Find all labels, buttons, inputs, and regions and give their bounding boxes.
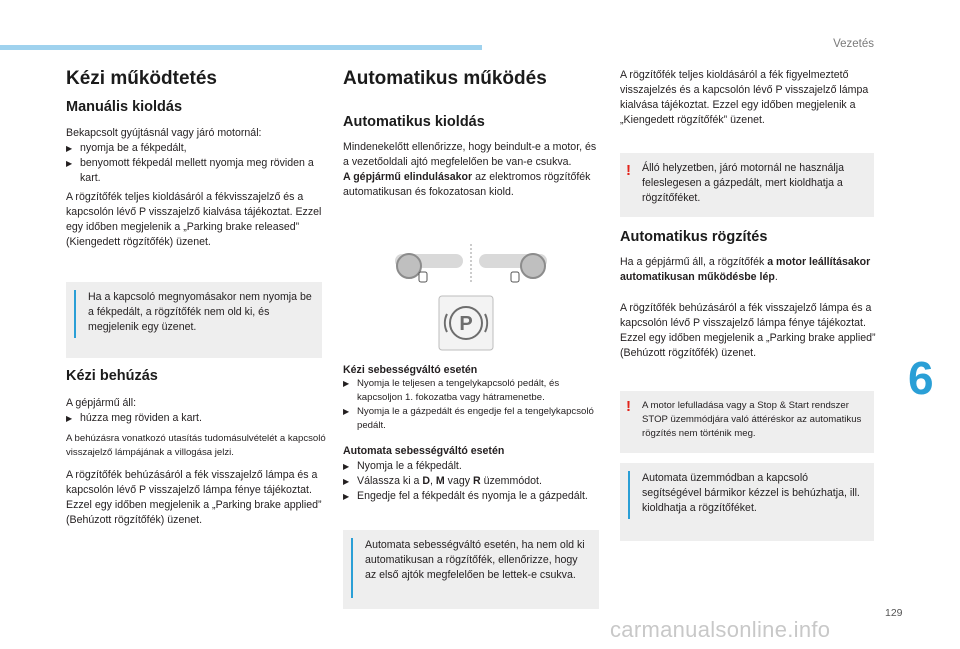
manual-release-intro: Bekapcsolt gyújtásnál vagy járó motornál: — [66, 127, 262, 139]
manual-gearbox-section — [343, 363, 605, 433]
note-box-auto-gearbox — [343, 530, 599, 609]
warning-icon: ! — [626, 162, 631, 179]
note-box-manual-override — [620, 463, 874, 541]
bullet-icon: ▶ — [343, 477, 350, 486]
list-item: ▶ Válassza ki a D, M vagy R üzemmódot. — [343, 475, 542, 487]
manual-apply-intro: A gépjármű áll: — [66, 397, 137, 409]
list-item: ▶ Nyomja le a fékpedált. — [343, 460, 462, 472]
page-title-manual-operation: Kézi működtetés — [66, 68, 217, 89]
list-item: ▶ húzza meg röviden a kart. — [66, 412, 202, 424]
bullet-icon: ▶ — [66, 414, 73, 423]
svg-text:P: P — [459, 313, 473, 335]
watermark: carmanualsonline.info — [610, 617, 831, 642]
bullet-icon: ▶ — [343, 492, 350, 501]
bullet-icon: ▶ — [343, 462, 350, 471]
bullet-icon: ▶ — [343, 407, 350, 416]
manual-apply-paragraph: A rögzítőfék behúzásáról a fék visszajelző lámpa és a kapcsolón lévő P visszajelző lámpa fénye tájékoztat. Ezzel egy időben megjelenik a „Parking brake applied” (Behúzott rögzítőfék) üzenet. — [66, 469, 322, 526]
manual-release-text — [66, 126, 326, 250]
auto-release-continued: A rögzítőfék teljes kioldásáról a fék figyelmeztető visszajelzés és a kapcsolón lévő P visszajelző lámpa kialvása tájékoztat. Ezzel egy időben megjelenik a „Kiengedett rögzítőfék” üzenet. — [620, 69, 869, 126]
warning-box-accelerator — [620, 153, 874, 217]
parking-brake-p-icon — [439, 296, 493, 350]
info-marker-icon — [628, 471, 630, 519]
page-title-automatic-operation: Automatikus működés — [343, 68, 547, 89]
heading-auto-gearbox: Automata sebességváltó esetén — [343, 445, 505, 457]
list-item: ▶ Nyomja le teljesen a tengelykapcsoló pedált, és kapcsoljon 1. fokozatba vagy hátramenetbe. — [343, 378, 560, 403]
heading-automatic-apply: Automatikus rögzítés — [620, 229, 768, 245]
manual-apply-text — [66, 396, 328, 528]
auto-apply-paragraph: A rögzítőfék behúzásáról a fék visszajelző lámpa és a kapcsolón lévő P visszajelző lámpa fénye tájékoztat. Ezzel egy időben megjelenik a „Parking brake applied” (Behúzott rögzítőfék) üzenet. — [620, 302, 876, 359]
steering-wheel-left-icon — [395, 254, 463, 282]
list-item: ▶ benyomott fékpedál mellett nyomja meg röviden a kart. — [66, 157, 314, 184]
heading-automatic-release: Automatikus kioldás — [343, 114, 485, 130]
section-title: Vezetés — [833, 38, 874, 50]
warning-box-stop-start — [620, 391, 874, 453]
list-item: ▶ Engedje fel a fékpedált és nyomja le a gázpedált. — [343, 490, 588, 502]
page-number: 129 — [885, 607, 903, 619]
note-text: Ha a kapcsoló megnyomásakor nem nyomja be a fékpedált, a rögzítőfék nem old ki, és megjelenik egy üzenet. — [88, 291, 312, 333]
warning-icon: ! — [626, 398, 631, 415]
heading-manual-gearbox: Kézi sebességváltó esetén — [343, 364, 478, 376]
header-accent-bar — [0, 45, 482, 50]
warning-text: Álló helyzetben, járó motornál ne használja feleslegesen a gázpedált, mert kioldhatja a rögzítőféket. — [642, 162, 844, 204]
warning-text: A motor lefulladása vagy a Stop & Start rendszer STOP üzemmódjára való áttéréskor az automatikus rögzítés nem történik meg. — [642, 400, 862, 439]
info-marker-icon — [74, 290, 76, 338]
manual-apply-small-note: A behúzásra vonatkozó utasítás tudomásulvételét a kapcsoló visszajelző lámpájának a villogása jelzi. — [66, 433, 326, 458]
heading-manual-apply: Kézi behúzás — [66, 368, 158, 384]
bullet-icon: ▶ — [343, 379, 350, 388]
heading-manual-release: Manuális kioldás — [66, 99, 183, 115]
auto-gearbox-section — [343, 444, 605, 504]
manual-release-paragraph: A rögzítőfék teljes kioldásáról a fékvisszajelző és a kapcsolón lévő P visszajelző kialvása tájékoztat. Ezzel egy időben megjelenik a „Parking brake released” (Kiengedett rögzítőfék) üzenet. — [66, 191, 322, 248]
chapter-tab-number: 6 — [908, 352, 934, 404]
list-item: ▶ Nyomja le a gázpedált és engedje fel a tengelykapcsoló pedált. — [343, 406, 594, 431]
note-box-manual-release — [66, 282, 322, 358]
info-marker-icon — [351, 538, 353, 598]
bullet-icon: ▶ — [66, 144, 73, 153]
parking-brake-illustration — [387, 244, 559, 352]
auto-apply-intro: Ha a gépjármű áll, a rögzítőfék a motor leállításakor automatikusan működésbe lép. — [620, 256, 871, 283]
bullet-icon: ▶ — [66, 159, 73, 168]
auto-release-paragraph: Mindenekelőtt ellenőrizze, hogy beindult-e a motor, és a vezetőoldali ajtó megfelelően be van-e csukva. — [343, 141, 597, 168]
note-text: Automata üzemmódban a kapcsoló segítségével bármikor kézzel is behúzhatja, ill. kioldhatja a rögzítőféket. — [642, 472, 860, 514]
note-text: Automata sebességváltó esetén, ha nem old ki automatikusan a rögzítőfék, ellenőrizze, hogy az első ajtók megfelelően be lettek-e csukva. — [365, 539, 585, 581]
auto-release-text: Mindenekelőtt ellenőrizze, hogy beindult-e a motor, és a vezetőoldali ajtó megfelelően be van-e csukva. A gépjármű elindulásakor az elektromos rögzítőfék automatikusan és fokozatosan kiold. — [343, 140, 599, 200]
list-item: ▶ nyomja be a fékpedált, — [66, 142, 187, 154]
steering-wheel-right-icon — [479, 254, 547, 282]
